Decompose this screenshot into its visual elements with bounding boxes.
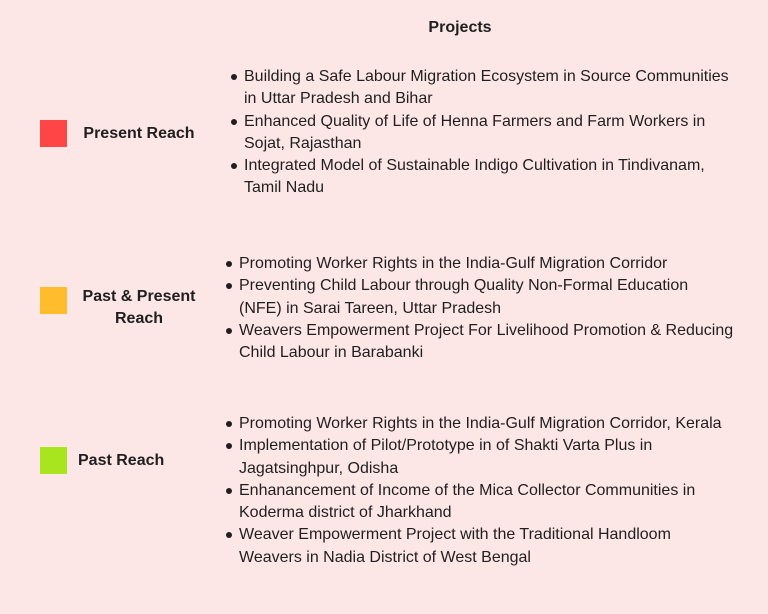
- past-present-reach-project-list: [239, 253, 734, 364]
- present-reach-project-list: [244, 66, 734, 200]
- past-present-reach-color-swatch: [40, 287, 67, 314]
- present-reach-color-swatch: [40, 120, 67, 147]
- past-reach-label: Past Reach: [78, 452, 165, 469]
- project-item: Integrated Model of Sustainable Indigo Cultivation in Tindivanam, Tamil Nadu: [244, 155, 734, 200]
- project-item: Enhanancement of Income of the Mica Collector Communities in Koderma district of Jharkhand: [239, 480, 734, 525]
- project-item: Promoting Worker Rights in the India-Gulf Migration Corridor: [239, 253, 734, 275]
- project-item: Weavers Empowerment Project For Livelihood Promotion & Reducing Child Labour in Barabanki: [239, 320, 734, 365]
- project-item: Preventing Child Labour through Quality Non-Formal Education (NFE) in Sarai Tareen, Uttar Pradesh: [239, 275, 734, 320]
- projects-heading: Projects: [428, 19, 492, 36]
- present-reach-label: Present Reach: [83, 125, 195, 142]
- past-reach-project-list: [239, 413, 734, 569]
- past-present-reach-label: Past & Present Reach: [82, 288, 196, 327]
- project-item: Implementation of Pilot/Prototype in of Shakti Varta Plus in Jagatsinghpur, Odisha: [239, 435, 734, 480]
- project-item: Building a Safe Labour Migration Ecosystem in Source Communities in Uttar Pradesh and Bihar: [244, 66, 734, 111]
- project-item: Weaver Empowerment Project with the Traditional Handloom Weavers in Nadia District of West Bengal: [239, 524, 734, 569]
- project-item: Promoting Worker Rights in the India-Gulf Migration Corridor, Kerala: [239, 413, 734, 435]
- past-reach-color-swatch: [40, 447, 67, 474]
- project-item: Enhanced Quality of Life of Henna Farmers and Farm Workers in Sojat, Rajasthan: [244, 111, 734, 156]
